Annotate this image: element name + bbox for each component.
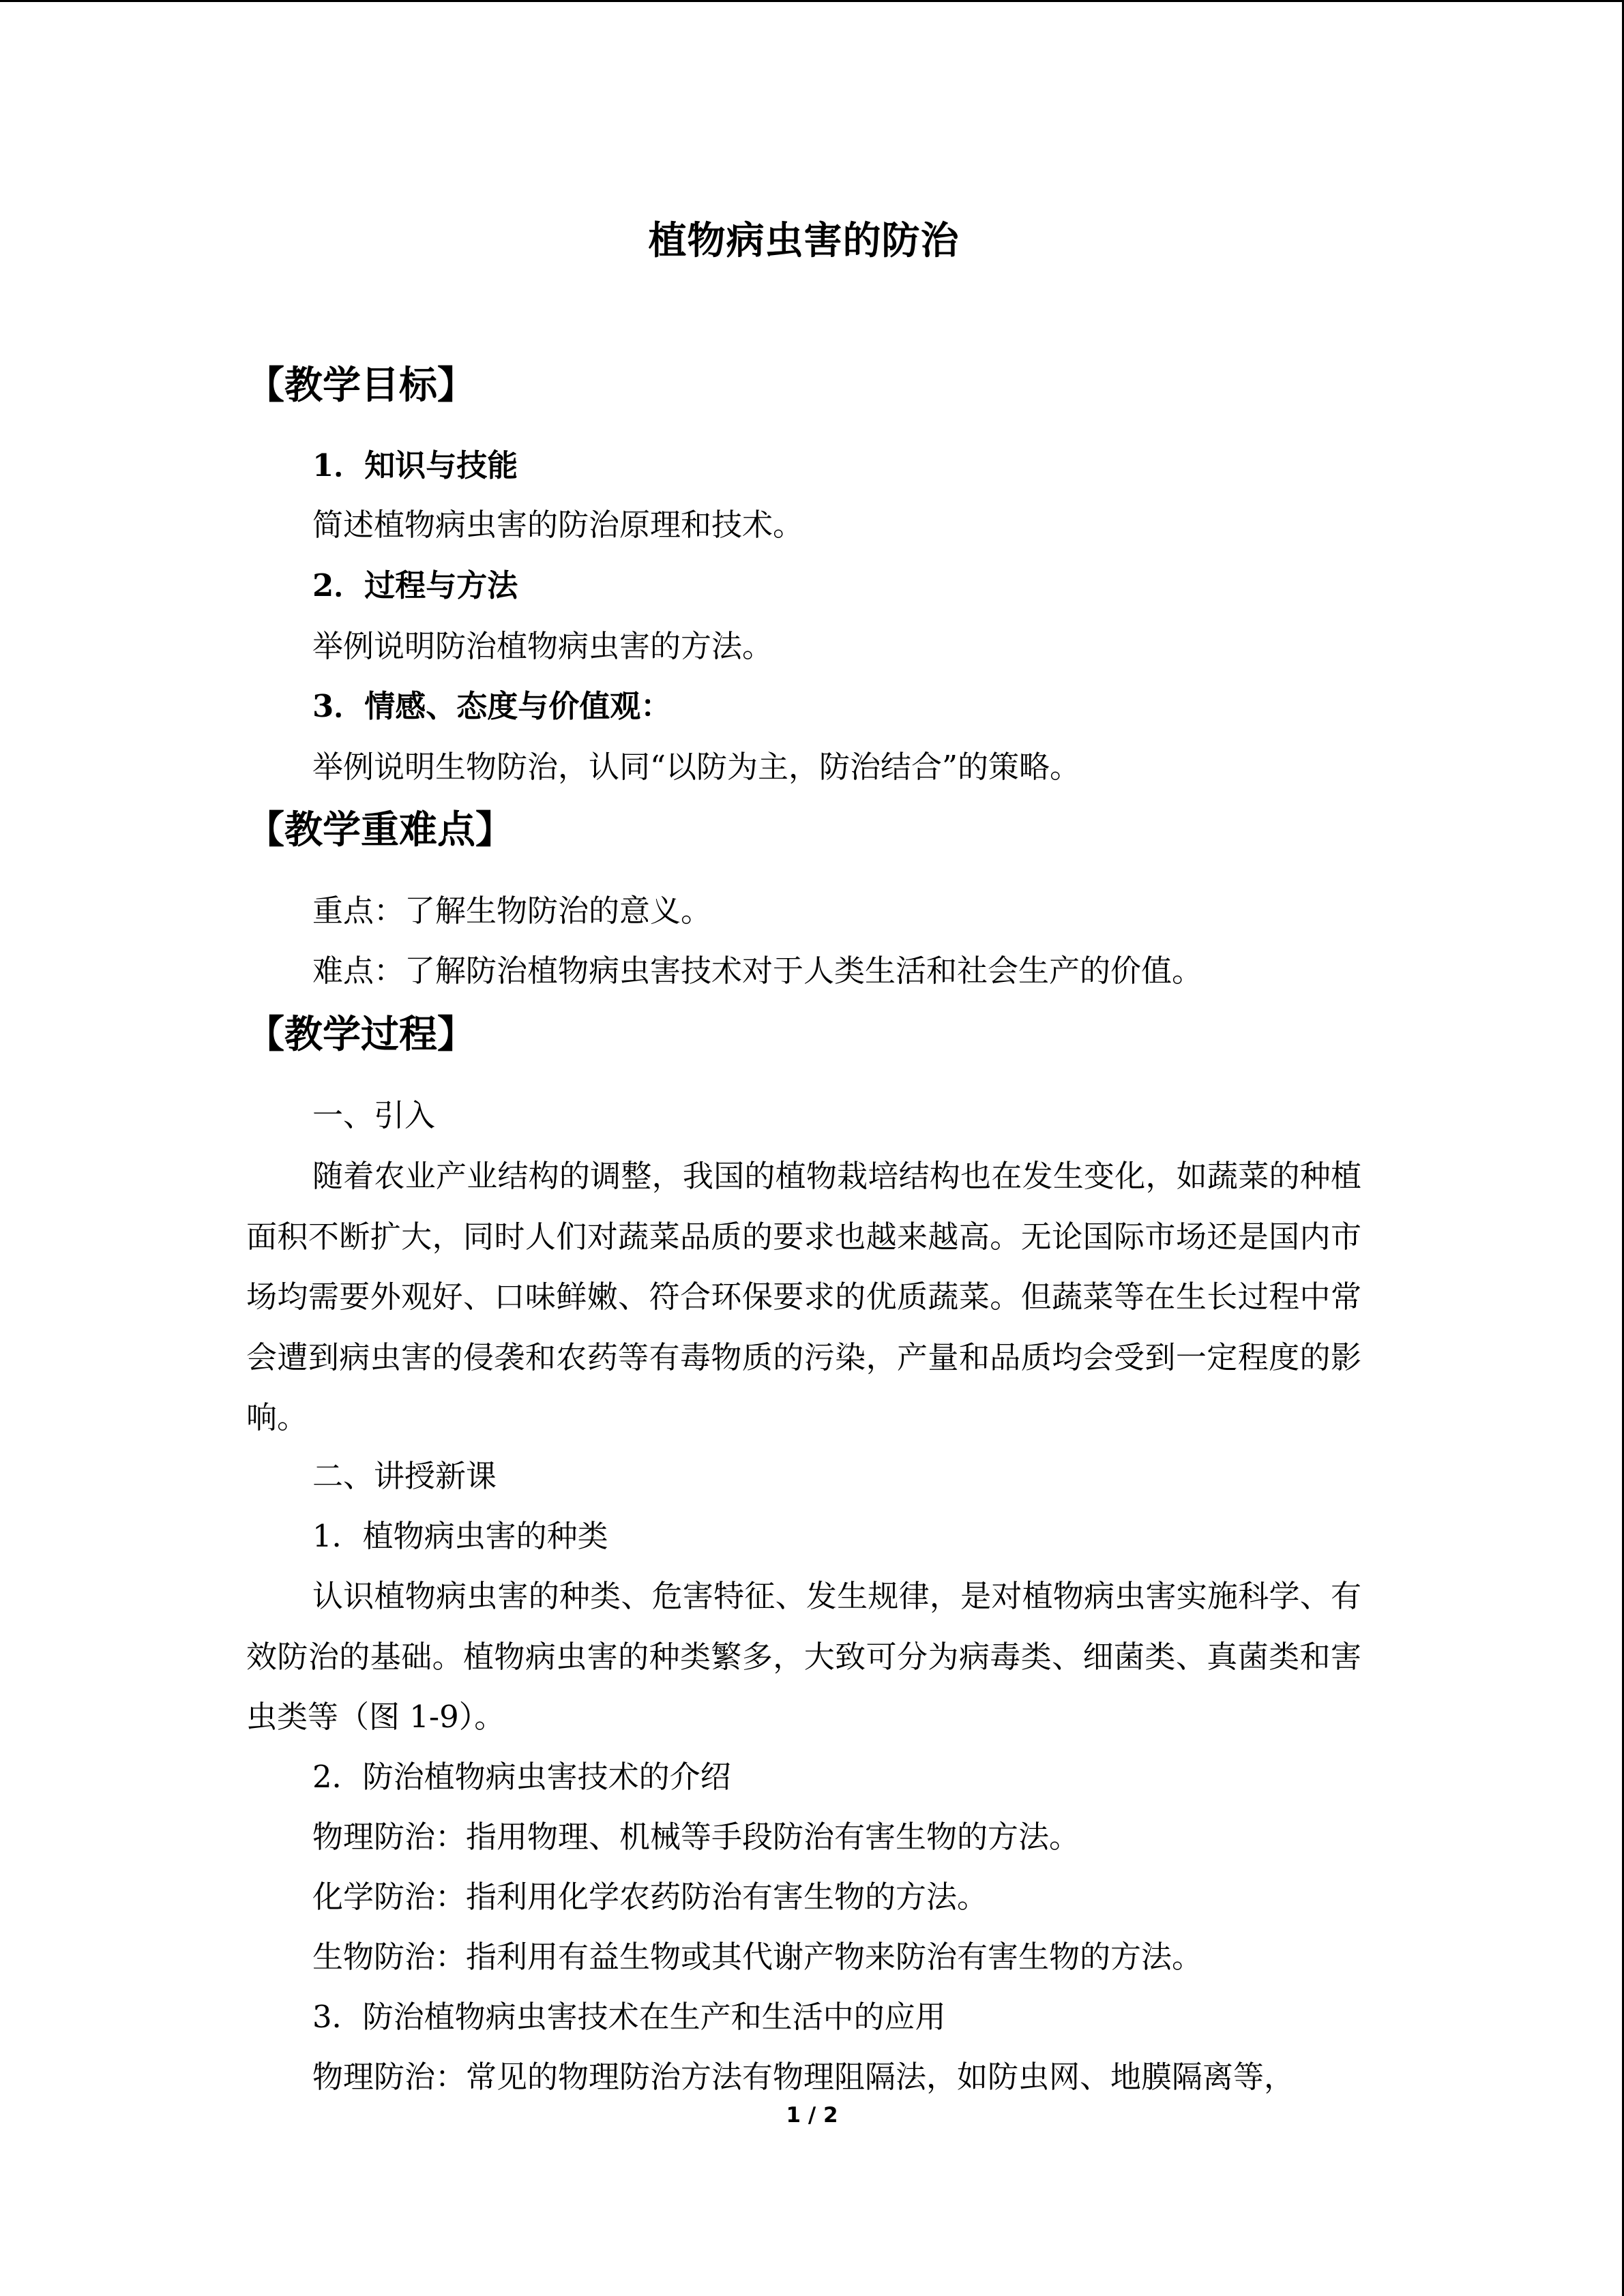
topic1-paragraph: 认识植物病虫害的种类、危害特征、发生规律，是对植物病虫害实施科学、有效防治的基础。植物病虫害的种类繁多，大致可分为病毒类、细菌类、真菌类和害虫类等（图 1-9）。 bbox=[246, 1578, 1361, 1735]
topic3-label: 3．防治植物病虫害技术在生产和生活中的应用 bbox=[312, 1999, 946, 2035]
page-number: 1 / 2 bbox=[786, 2103, 838, 2128]
section-heading-process: 【教学过程】 bbox=[246, 1012, 475, 1057]
topic2-physical-line: 物理防治：指用物理、机械等手段防治有害生物的方法。 bbox=[312, 1819, 1080, 1855]
objective-text-process: 举例说明防治植物病虫害的方法。 bbox=[312, 628, 773, 664]
topic1-label: 1．植物病虫害的种类 bbox=[312, 1518, 608, 1554]
objective-label-values: 3．情感、态度与价值观： bbox=[312, 688, 672, 724]
topic3-line: 物理防治：常见的物理防治方法有物理阻隔法，如防虫网、地膜隔离等， bbox=[312, 2059, 1295, 2095]
intro-label: 一、引入 bbox=[312, 1097, 436, 1133]
objective-text-knowledge: 简述植物病虫害的防治原理和技术。 bbox=[312, 507, 804, 543]
document-title: 植物病虫害的防治 bbox=[648, 218, 960, 263]
new-lesson-label: 二、讲授新课 bbox=[312, 1458, 497, 1494]
topic2-chemical-line: 化学防治：指利用化学农药防治有害生物的方法。 bbox=[312, 1879, 988, 1915]
key-point-line: 重点：了解生物防治的意义。 bbox=[312, 893, 712, 929]
difficulty-line: 难点：了解防治植物病虫害技术对于人类生活和社会生产的价值。 bbox=[312, 953, 1203, 989]
intro-paragraph: 随着农业产业结构的调整，我国的植物栽培结构也在发生变化，如蔬菜的种植面积不断扩大，同时人们对蔬菜品质的要求也越来越高。无论国际市场还是国内市场均需要外观好、口味鲜嫩、符合环保要求的优质蔬菜。但蔬菜等在生长过程中常会遭到病虫害的侵袭和农药等有毒物质的污染，产量和品质均会受到一定程度的影响。 bbox=[246, 1158, 1361, 1435]
section-heading-objectives: 【教学目标】 bbox=[246, 363, 475, 408]
objective-label-knowledge: 1．知识与技能 bbox=[312, 447, 518, 483]
section-heading-key-points: 【教学重难点】 bbox=[246, 807, 514, 852]
topic2-label: 2．防治植物病虫害技术的介绍 bbox=[312, 1759, 731, 1795]
objective-label-process: 2．过程与方法 bbox=[312, 567, 518, 603]
objective-text-values: 举例说明生物防治，认同“以防为主，防治结合”的策略。 bbox=[312, 749, 1081, 785]
topic2-biological-line: 生物防治：指利用有益生物或其代谢产物来防治有害生物的方法。 bbox=[312, 1939, 1203, 1975]
